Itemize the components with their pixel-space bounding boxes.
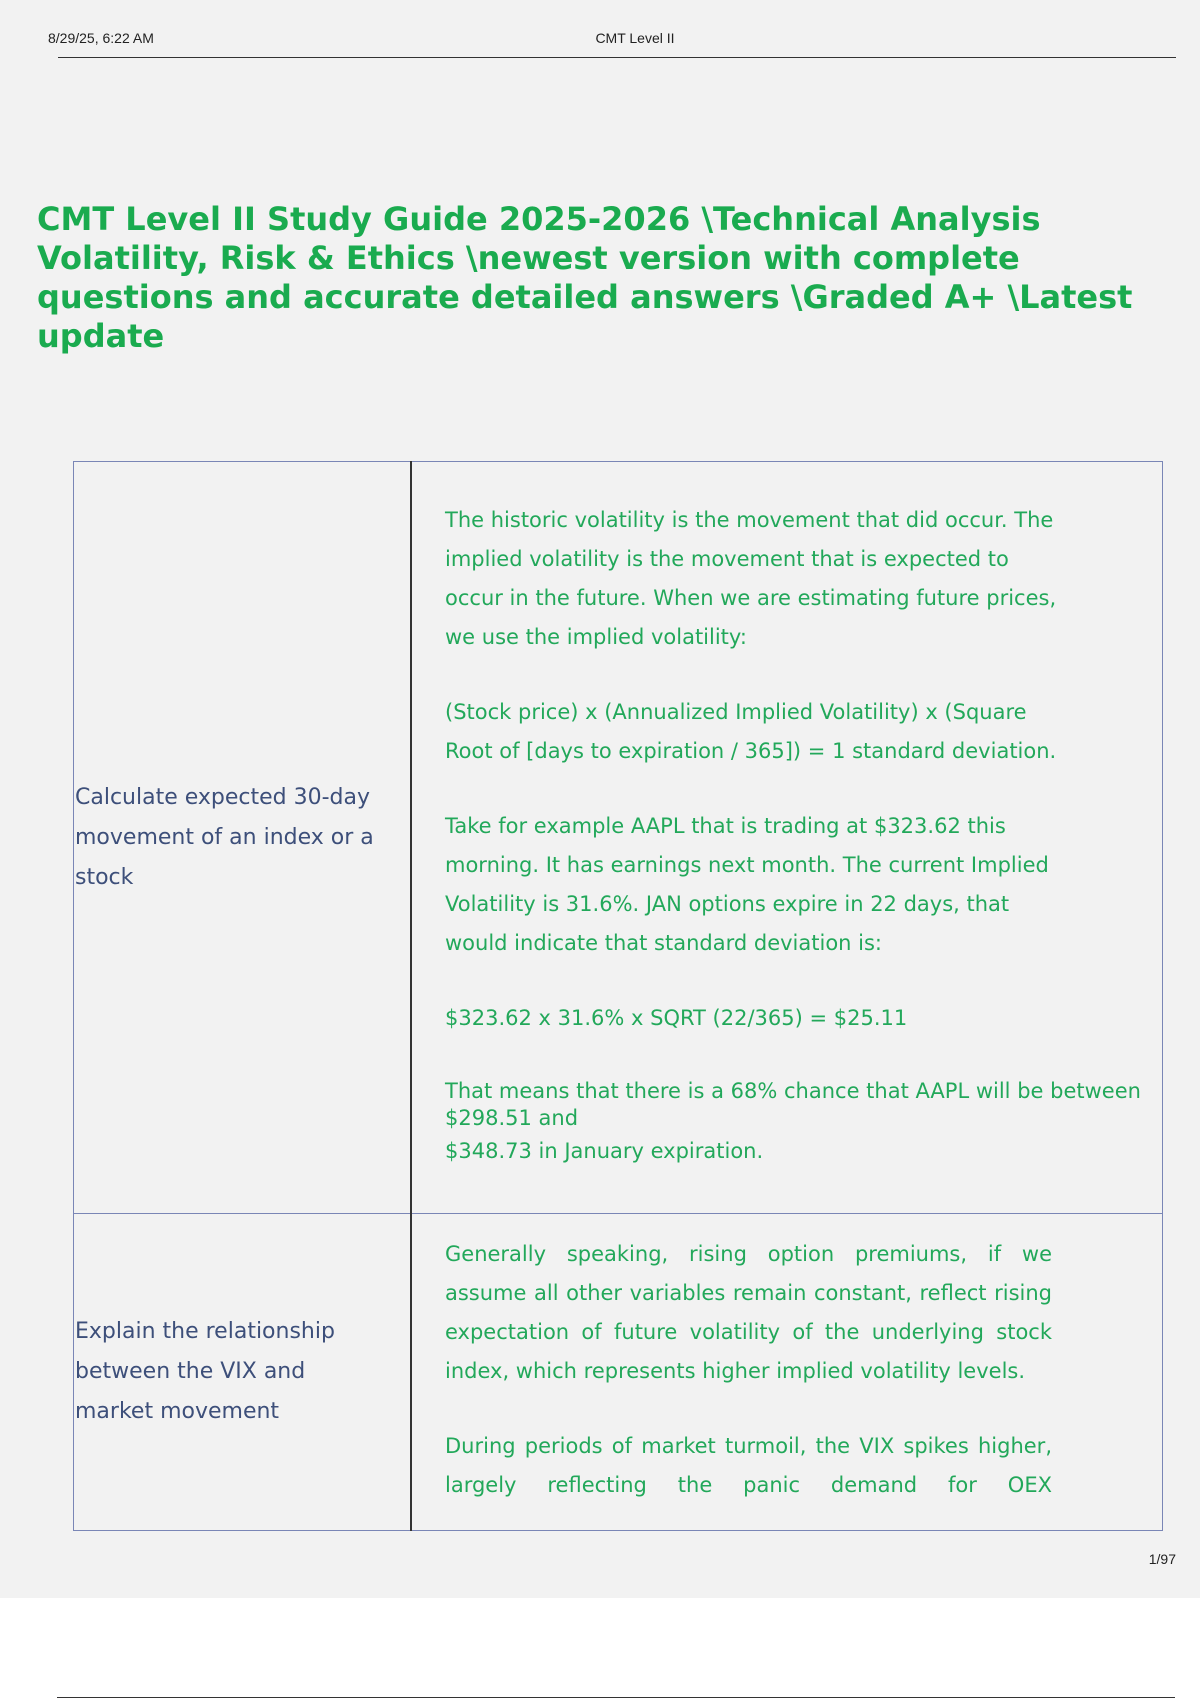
- table-row: [74, 462, 1163, 1214]
- question-cell: [74, 1214, 412, 1531]
- question-text: Explain the relationship between the VIX and market movement: [75, 1319, 335, 1424]
- answer-line: That means that there is a 68% chance that AAPL will be between: [445, 1079, 1141, 1103]
- table-row: [74, 1214, 1163, 1531]
- print-header-title: CMT Level II: [595, 30, 675, 46]
- question-cell: [74, 462, 412, 1214]
- answer-line: $348.73 in January expiration.: [445, 1139, 764, 1163]
- answer-formula: $323.62 x 31.6% x SQRT (22/365) = $25.11: [445, 1006, 908, 1030]
- answer-cell: [411, 462, 1163, 1214]
- header-rule: [58, 57, 1176, 58]
- answer-paragraph: (Stock price) x (Annualized Implied Volatility) x (Square Root of [days to expiration / 365]) = 1 standard deviation.: [445, 700, 1057, 763]
- answer-line: $298.51 and: [445, 1106, 579, 1130]
- answer-paragraph: The historic volatility is the movement that did occur. The implied volatility is the movement that is expected to occur in the future. When we are estimating future prices, we use the implied volatility:: [445, 508, 1057, 649]
- answer-paragraph: During periods of market turmoil, the VIX spikes higher, largely reflecting the panic demand for OEX: [445, 1434, 1052, 1497]
- answer-paragraph: Generally speaking, rising option premiums, if we assume all other variables remain constant, reflect rising expectation of future volatility of the underlying stock index, which represents higher implied volatility levels.: [445, 1242, 1052, 1383]
- qa-table: [73, 461, 1163, 1531]
- next-page-header-rule: [57, 1697, 1175, 1698]
- page-number: 1/97: [1148, 1551, 1176, 1567]
- answer-cell: [411, 1214, 1163, 1531]
- print-timestamp: 8/29/25, 6:22 AM: [48, 30, 154, 46]
- question-text: Calculate expected 30-day movement of an index or a stock: [75, 784, 374, 890]
- answer-paragraph: Take for example AAPL that is trading at $323.62 this morning. It has earnings next month. The current Implied Volatility is 31.6%. JAN options expire in 22 days, that would indicate that standard deviation is:: [445, 814, 1049, 955]
- document-title: CMT Level II Study Guide 2025-2026 \Technical Analysis Volatility, Risk & Ethics \newest version with complete questions and accurate detailed answers \Graded A+ \Latest update: [37, 200, 1133, 355]
- answer-paragraph: [445, 1072, 1145, 1171]
